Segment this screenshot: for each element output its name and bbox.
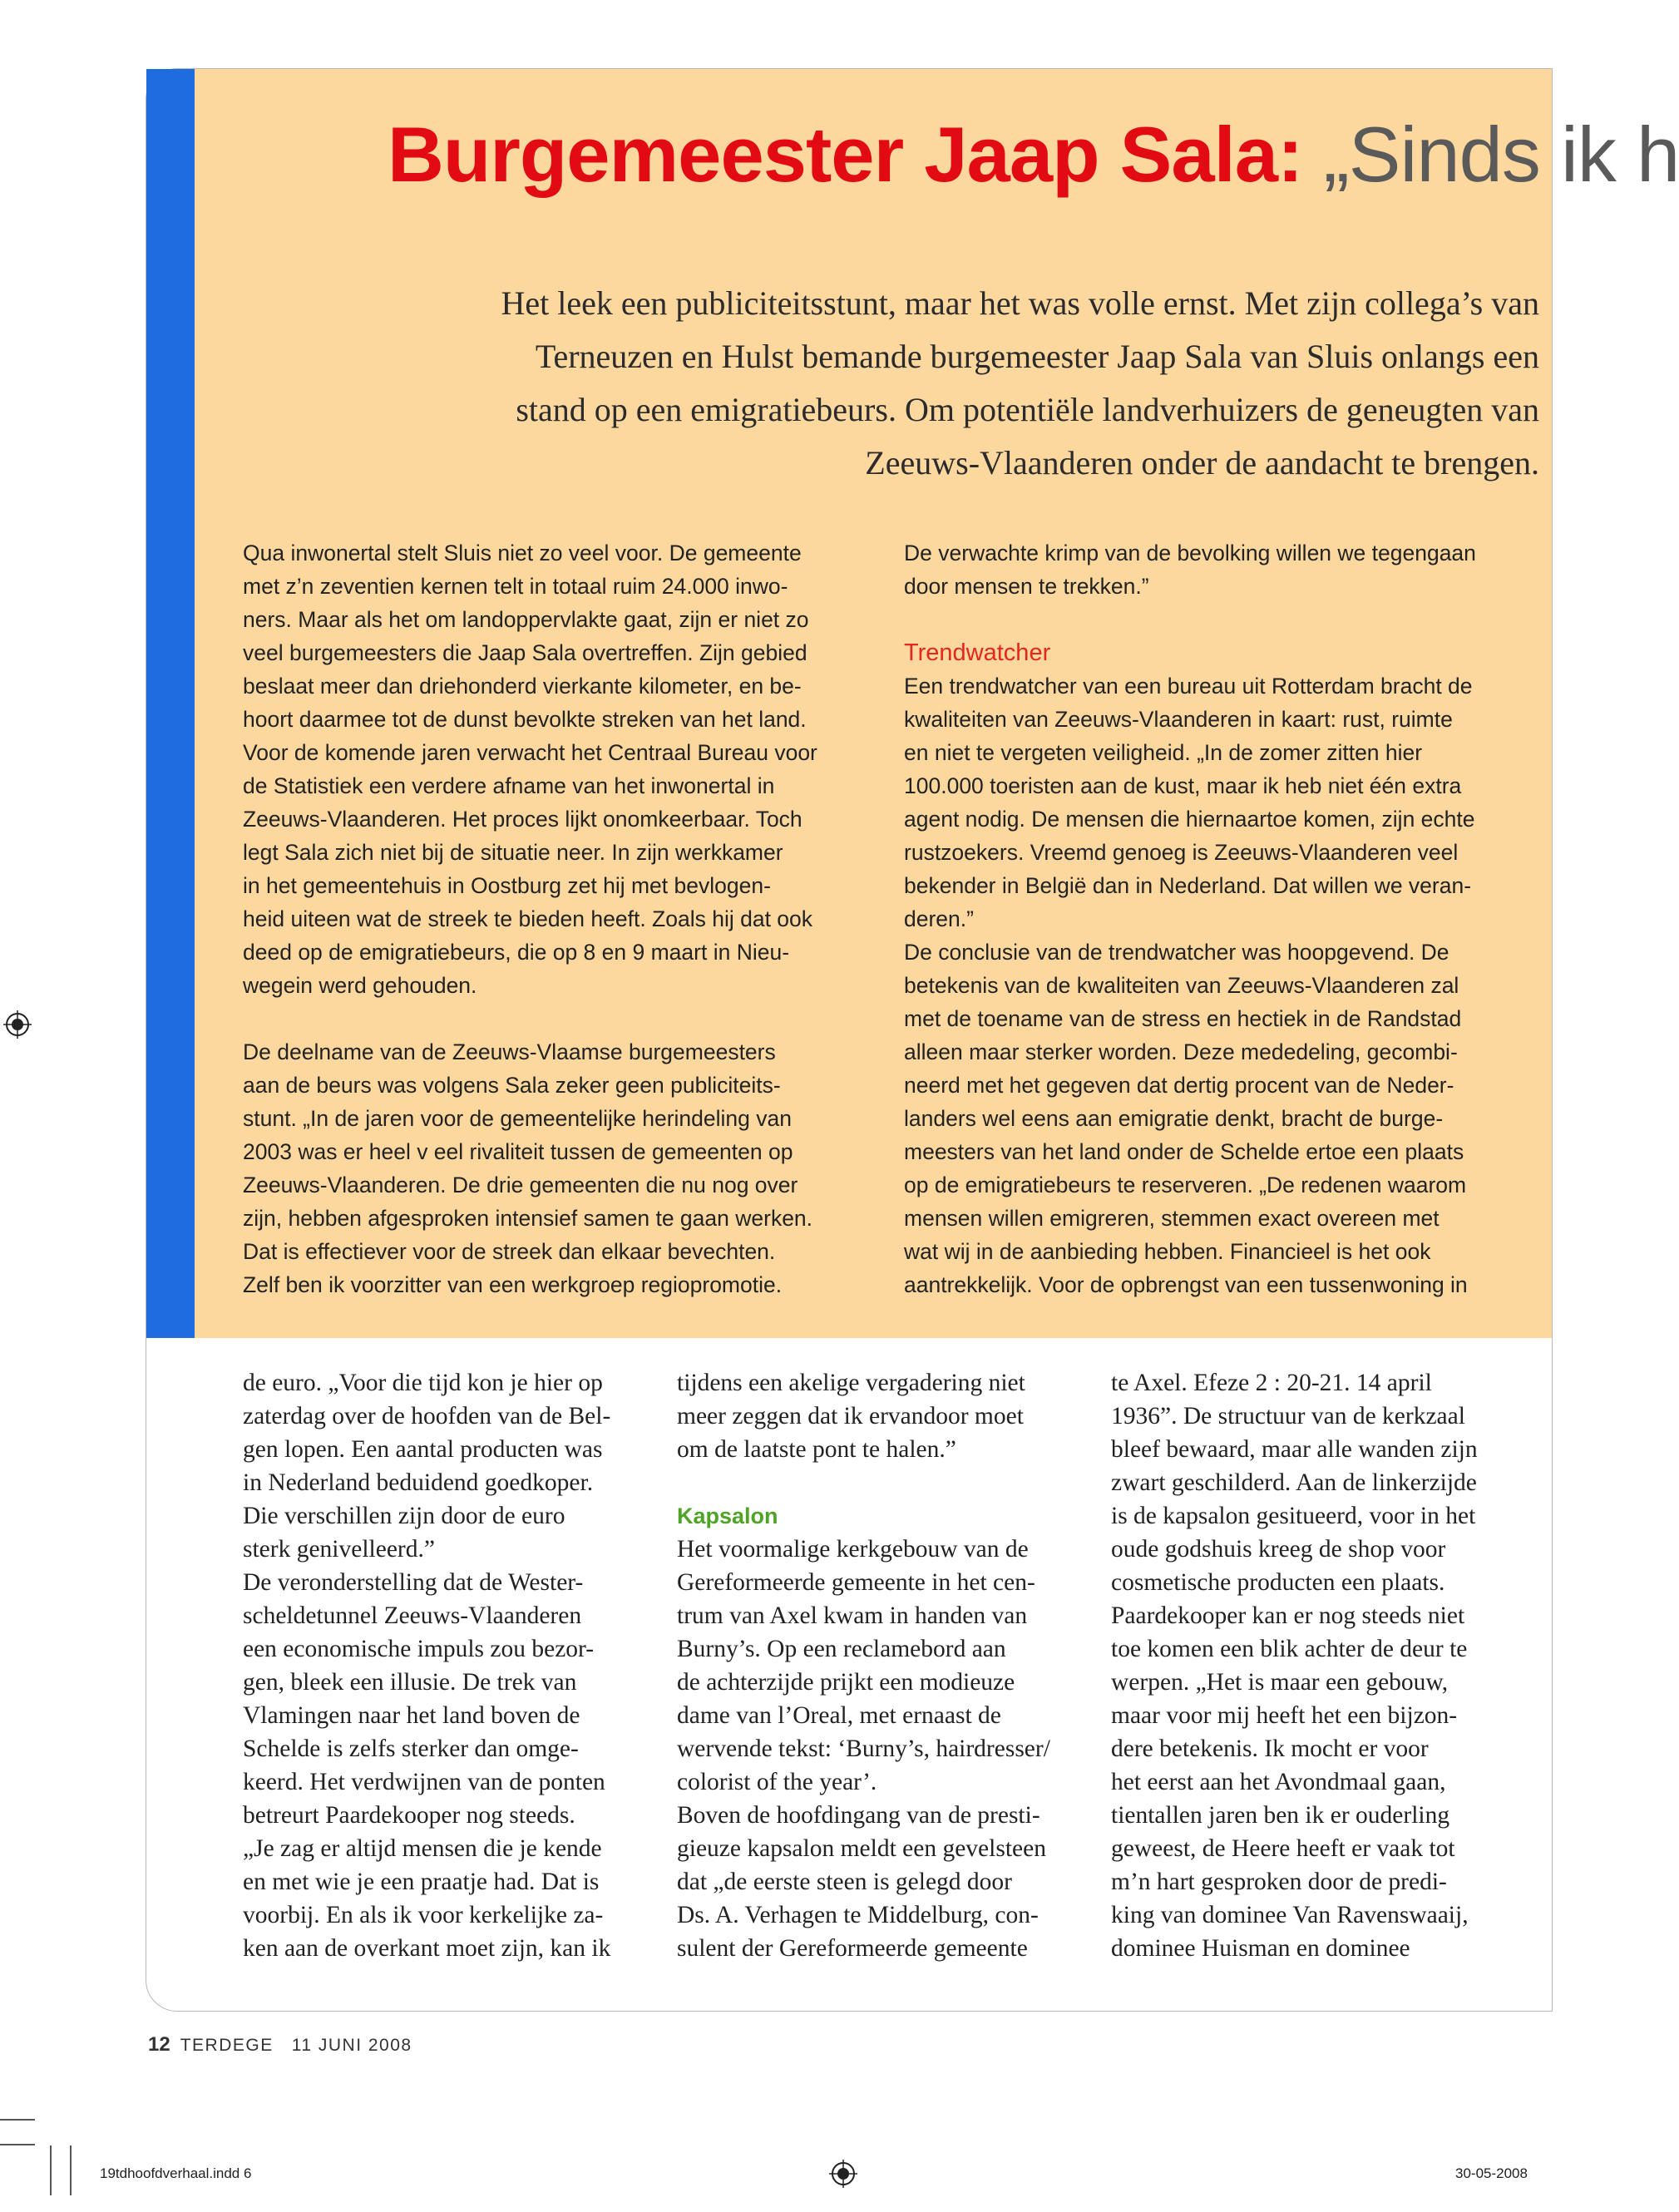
text-line: geweest, de Heere heeft er vaak tot bbox=[1111, 1835, 1455, 1862]
crop-mark bbox=[0, 2144, 35, 2145]
text-line: Een trendwatcher van een bureau uit Rotterdam bracht de bbox=[904, 674, 1473, 699]
paragraph-gap bbox=[243, 1002, 817, 1035]
text-line: te Axel. Efeze 2 : 20-21. 14 april bbox=[1111, 1370, 1432, 1396]
text-line: zijn, hebben afgesproken intensief samen te gaan werken. bbox=[243, 1206, 813, 1231]
issue-date: 11 JUNI 2008 bbox=[291, 2036, 412, 2055]
text-line: Die verschillen zijn door de euro bbox=[243, 1503, 565, 1529]
text-line: de euro. „Voor die tijd kon je hier op bbox=[243, 1370, 603, 1396]
text-line: aan de beurs was volgens Sala zeker geen publiciteits- bbox=[243, 1073, 781, 1098]
paragraph-gap bbox=[904, 603, 1476, 636]
intro-line: stand op een emigratiebeurs. Om potentiële landverhuizers de geneugten van bbox=[516, 391, 1539, 428]
text-line: op de emigratiebeurs te reserveren. „De redenen waarom bbox=[904, 1173, 1467, 1197]
crop-mark bbox=[70, 2145, 72, 2195]
text-line: neerd met het gegeven dat dertig procent van de Neder- bbox=[904, 1073, 1454, 1098]
text-line: dame van l’Oreal, met ernaast de bbox=[677, 1702, 1001, 1729]
text-line: deed op de emigratiebeurs, die op 8 en 9 maart in Nieu- bbox=[243, 940, 790, 965]
text-line: 1936”. De structuur van de kerkzaal bbox=[1111, 1403, 1465, 1429]
text-line: en niet te vergeten veiligheid. „In de zomer zitten hier bbox=[904, 740, 1423, 765]
text-line: dat „de eerste steen is gelegd door bbox=[677, 1869, 1013, 1895]
text-line: en met wie je een praatje had. Dat is bbox=[243, 1869, 600, 1895]
slug-filename: 19tdhoofdverhaal.indd 6 bbox=[100, 2165, 252, 2181]
text-line: Paardekooper kan er nog steeds niet bbox=[1111, 1602, 1465, 1629]
paragraph bbox=[243, 1035, 817, 1301]
text-line: beslaat meer dan driehonderd vierkante kilometer, en be- bbox=[243, 674, 802, 699]
text-line: met z’n zeventien kernen telt in totaal ruim 24.000 inwo- bbox=[243, 574, 788, 599]
text-line: Vlamingen naar het land boven de bbox=[243, 1702, 580, 1729]
text-line: zwart geschilderd. Aan de linkerzijde bbox=[1111, 1469, 1477, 1496]
magazine-name: TERDEGE bbox=[180, 2036, 274, 2055]
text-line: de achterzijde prijkt een modieuze bbox=[677, 1669, 1015, 1696]
text-line: sulent der Gereformeerde gemeente bbox=[677, 1935, 1028, 1962]
text-line: Dat is effectiever voor de streek dan elkaar bevechten. bbox=[243, 1239, 776, 1264]
paragraph-gap bbox=[677, 1466, 1050, 1499]
text-line: gieuze kapsalon meldt een gevelsteen bbox=[677, 1835, 1046, 1862]
text-line: king van dominee Van Ravenswaaij, bbox=[1111, 1902, 1469, 1928]
text-line: Gereformeerde gemeente in het cen- bbox=[677, 1569, 1035, 1596]
text-line: een economische impuls zou bezor- bbox=[243, 1636, 595, 1662]
text-line: aantrekkelijk. Voor de opbrengst van een tussenwoning in bbox=[904, 1272, 1468, 1297]
text-line: scheldetunnel Zeeuws-Vlaanderen bbox=[243, 1602, 582, 1629]
text-line: 2003 was er heel v eel rivaliteit tussen de gemeenten op bbox=[243, 1139, 793, 1164]
text-line: Boven de hoofdingang van de presti- bbox=[677, 1802, 1040, 1829]
lower-column-1 bbox=[243, 1366, 610, 1965]
text-line: Schelde is zelfs sterker dan omge- bbox=[243, 1736, 579, 1762]
subheading-trendwatcher: Trendwatcher bbox=[904, 639, 1051, 666]
text-line: Qua inwonertal stelt Sluis niet zo veel voor. De gemeente bbox=[243, 541, 802, 565]
text-line: m’n hart gesproken door de predi- bbox=[1111, 1869, 1447, 1895]
text-line: De deelname van de Zeeuws-Vlaamse burgemeesters bbox=[243, 1039, 776, 1064]
text-line: maar voor mij heeft het een bijzon- bbox=[1111, 1702, 1458, 1729]
intro-paragraph bbox=[383, 277, 1539, 490]
text-line: het eerst aan het Avondmaal gaan, bbox=[1111, 1769, 1446, 1795]
text-line: is de kapsalon gesitueerd, voor in het bbox=[1111, 1503, 1476, 1529]
text-line: hoort daarmee tot de dunst bevolkte streken van het land. bbox=[243, 707, 807, 732]
text-line: veel burgemeesters die Jaap Sala overtreffen. Zijn gebied bbox=[243, 640, 807, 665]
text-line: „Je zag er altijd mensen die je kende bbox=[243, 1835, 602, 1862]
text-line: wervende tekst: ‘Burny’s, hairdresser/ bbox=[677, 1736, 1050, 1762]
text-line: toe komen een blik achter de deur te bbox=[1111, 1636, 1468, 1662]
text-line: bleef bewaard, maar alle wanden zijn bbox=[1111, 1436, 1478, 1463]
text-line: Zelf ben ik voorzitter van een werkgroep regiopromotie. bbox=[243, 1272, 783, 1297]
text-line: rustzoekers. Vreemd genoeg is Zeeuws-Vlaanderen veel bbox=[904, 840, 1459, 865]
text-line: om de laatste pont te halen.” bbox=[677, 1436, 956, 1463]
slug-date: 30-05-2008 bbox=[1455, 2165, 1528, 2181]
text-line: de Statistiek een verdere afname van het inwonertal in bbox=[243, 773, 775, 798]
text-line: wegein werd gehouden. bbox=[243, 973, 477, 998]
intro-line: Zeeuws-Vlaanderen onder de aandacht te brengen. bbox=[865, 444, 1539, 481]
text-line: De conclusie van de trendwatcher was hoopgevend. De bbox=[904, 940, 1449, 965]
text-line: ners. Maar als het om landoppervlakte gaat, zijn er niet zo bbox=[243, 607, 809, 632]
text-line: landers wel eens aan emigratie denkt, bracht de burge- bbox=[904, 1106, 1444, 1131]
page-number: 12 bbox=[148, 2033, 170, 2056]
intro-line: Terneuzen en Hulst bemande burgemeester Jaap Sala van Sluis onlangs een bbox=[535, 338, 1539, 375]
lower-column-3 bbox=[1111, 1366, 1478, 1965]
text-line: cosmetische producten een plaats. bbox=[1111, 1569, 1445, 1596]
paragraph bbox=[904, 536, 1476, 603]
text-line: meer zeggen dat ik ervandoor moet bbox=[677, 1403, 1024, 1429]
text-line: werpen. „Het is maar een gebouw, bbox=[1111, 1669, 1449, 1696]
text-line: in Nederland beduidend goedkoper. bbox=[243, 1469, 594, 1496]
headline-quote: „Sinds ik h bbox=[1323, 111, 1679, 198]
text-line: heid uiteen wat de streek te bieden heeft. Zoals hij dat ook bbox=[243, 906, 813, 931]
text-line: bekender in België dan in Nederland. Dat willen we veran- bbox=[904, 873, 1472, 898]
text-line: 100.000 toeristen aan de kust, maar ik heb niet één extra bbox=[904, 773, 1462, 798]
text-line: betreurt Paardekooper nog steeds. bbox=[243, 1802, 575, 1829]
text-line: alleen maar sterker worden. Deze mededeling, gecombi- bbox=[904, 1039, 1458, 1064]
registration-mark-icon bbox=[3, 1010, 32, 1039]
upper-column-2 bbox=[904, 536, 1476, 1301]
text-line: in het gemeentehuis in Oostburg zet hij met bevlogen- bbox=[243, 873, 771, 898]
crop-mark bbox=[0, 2119, 35, 2121]
headline-name: Burgemeester Jaap Sala: bbox=[388, 111, 1303, 198]
text-line: Zeeuws-Vlaanderen. Het proces lijkt onomkeerbaar. Toch bbox=[243, 807, 802, 832]
article-frame bbox=[146, 68, 1679, 2012]
text-line: mensen willen emigreren, stemmen exact overeen met bbox=[904, 1206, 1439, 1231]
text-line: colorist of the year’. bbox=[677, 1769, 877, 1795]
text-line: deren.” bbox=[904, 906, 974, 931]
paragraph bbox=[243, 536, 817, 1002]
text-line: Burny’s. Op een reclamebord aan bbox=[677, 1636, 1006, 1662]
text-line: keerd. Het verdwijnen van de ponten bbox=[243, 1769, 605, 1795]
accent-bar bbox=[146, 69, 195, 1338]
text-line: met de toename van de stress en hectiek in de Randstad bbox=[904, 1006, 1462, 1031]
text-line: zaterdag over de hoofden van de Bel- bbox=[243, 1403, 611, 1429]
text-line: gen lopen. Een aantal producten was bbox=[243, 1436, 603, 1463]
text-line: wat wij in de aanbieding hebben. Financieel is het ook bbox=[904, 1239, 1431, 1264]
page-title bbox=[388, 111, 1679, 198]
text-line: voorbij. En als ik voor kerkelijke za- bbox=[243, 1902, 604, 1928]
text-line: ken aan de overkant moet zijn, kan ik bbox=[243, 1935, 611, 1962]
intro-line: Het leek een publiciteitsstunt, maar het was volle ernst. Met zijn collega’s van bbox=[501, 284, 1539, 322]
text-line: Ds. A. Verhagen te Middelburg, con- bbox=[677, 1902, 1039, 1928]
text-line: betekenis van de kwaliteiten van Zeeuws-Vlaanderen zal bbox=[904, 973, 1459, 998]
text-line: stunt. „In de jaren voor de gemeentelijke herindeling van bbox=[243, 1106, 792, 1131]
text-line: kwaliteiten van Zeeuws-Vlaanderen in kaart: rust, ruimte bbox=[904, 707, 1453, 732]
text-line: legt Sala zich niet bij de situatie neer. In zijn werkkamer bbox=[243, 840, 783, 865]
crop-mark bbox=[50, 2145, 52, 2195]
paragraph bbox=[904, 669, 1476, 1301]
text-line: De veronderstelling dat de Wester- bbox=[243, 1569, 584, 1596]
text-line: tientallen jaren ben ik er ouderling bbox=[1111, 1802, 1450, 1829]
text-line: dominee Huisman en dominee bbox=[1111, 1935, 1410, 1962]
text-line: tijdens een akelige vergadering niet bbox=[677, 1370, 1025, 1396]
lower-column-2 bbox=[677, 1366, 1050, 1965]
page-footer bbox=[148, 2033, 412, 2056]
text-line: sterk genivelleerd.” bbox=[243, 1536, 435, 1563]
upper-column-1 bbox=[243, 536, 817, 1301]
text-line: Het voormalige kerkgebouw van de bbox=[677, 1536, 1029, 1563]
text-line: trum van Axel kwam in handen van bbox=[677, 1602, 1028, 1629]
text-line: gen, bleek een illusie. De trek van bbox=[243, 1669, 577, 1696]
text-line: meesters van het land onder de Schelde ertoe een plaats bbox=[904, 1139, 1464, 1164]
text-line: dere betekenis. Ik mocht er voor bbox=[1111, 1736, 1429, 1762]
text-line: door mensen te trekken.” bbox=[904, 574, 1149, 599]
text-line: agent nodig. De mensen die hiernaartoe komen, zijn echte bbox=[904, 807, 1475, 832]
text-line: oude godshuis kreeg de shop voor bbox=[1111, 1536, 1446, 1563]
text-line: Voor de komende jaren verwacht het Centraal Bureau voor bbox=[243, 740, 817, 765]
subheading-kapsalon: Kapsalon bbox=[677, 1503, 778, 1528]
registration-mark-icon bbox=[829, 2160, 857, 2188]
text-line: Zeeuws-Vlaanderen. De drie gemeenten die nu nog over bbox=[243, 1173, 798, 1197]
text-line: De verwachte krimp van de bevolking willen we tegengaan bbox=[904, 541, 1476, 565]
